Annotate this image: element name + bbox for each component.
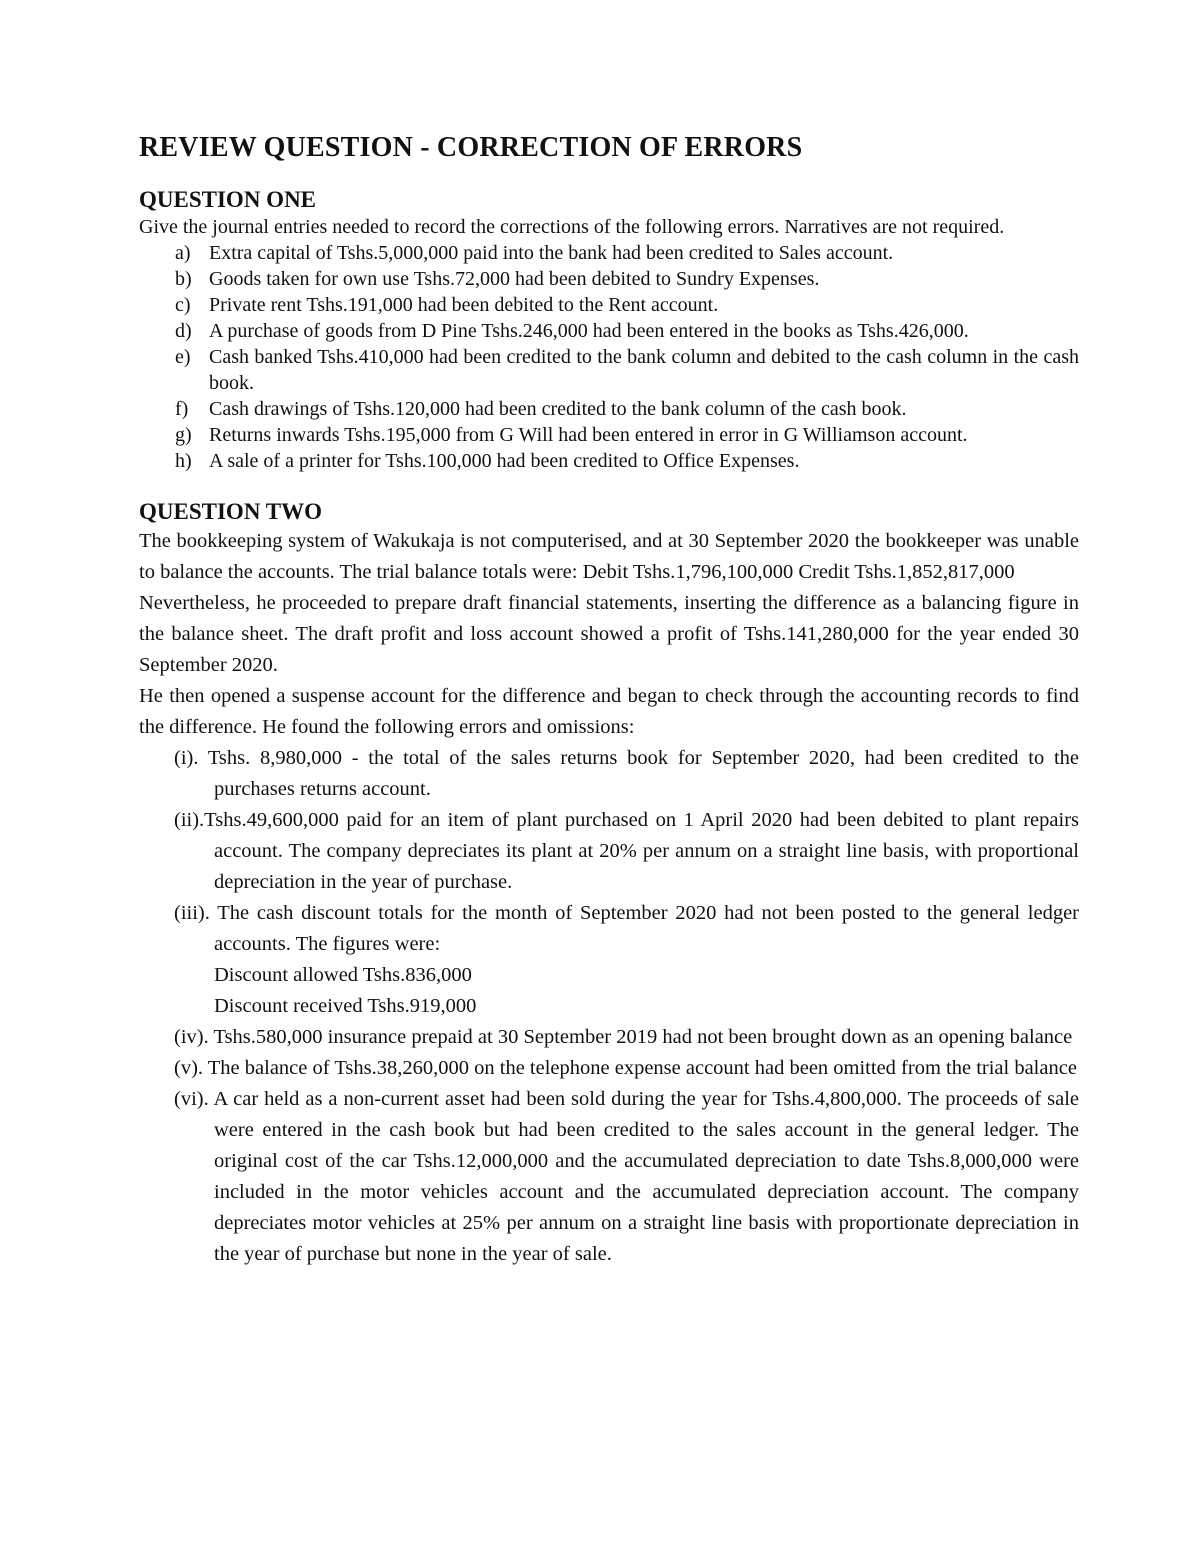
item-marker: e) [175,346,191,368]
item-text: (iii). The cash discount totals for the month of September 2020 had not been posted to the general ledger accounts. The figures were: [174,902,1079,955]
list-item [139,898,1079,1022]
question-two-paragraph: He then opened a suspense account for the difference and began to check through the accounting records to find the difference. He found the following errors and omissions: [139,685,1079,738]
item-text: (vi). A car held as a non-current asset had been sold during the year for Tshs.4,800,000. The proceeds of sale were entered in the cash book but had been credited to the sales account in the general ledger. The original cost of the car Tshs.12,000,000 and the accumulated depreciation to date Tshs.8,000,000 were included in the motor vehicles account and the accumulated depreciation account. The company depreciates motor vehicles at 25% per annum on a straight line basis with proportionate depreciation in the year of purchase but none in the year of sale. [174,1088,1079,1265]
document-page [139,132,1079,1270]
question-two-section [139,498,1079,1270]
list-item [139,240,1079,266]
question-two-paragraph: Nevertheless, he proceeded to prepare draft financial statements, inserting the difference as a balancing figure in the balance sheet. The draft profit and loss account showed a profit of Tshs.141,280,000 for the year ended 30 September 2020. [139,592,1079,676]
list-item [139,396,1079,422]
question-one-heading: QUESTION ONE [139,187,317,212]
question-two-heading: QUESTION TWO [139,499,322,524]
item-marker: f) [175,398,189,420]
question-two-paragraph: The bookkeeping system of Wakukaja is not computerised, and at 30 September 2020 the bookkeeper was unable to balance the accounts. The trial balance totals were: Debit Tshs.1,796,100,000 Credit Tshs.1,852,817,000 [139,530,1079,583]
item-marker: h) [175,450,192,472]
list-item [139,743,1079,805]
item-text: Extra capital of Tshs.5,000,000 paid into the bank had been credited to Sales account. [209,242,894,264]
item-text: (i). Tshs. 8,980,000 - the total of the sales returns book for September 2020, had been credited to the purchases returns account. [174,747,1079,800]
item-text: (v). The balance of Tshs.38,260,000 on the telephone expense account had been omitted from the trial balance [174,1057,1077,1079]
item-text: Private rent Tshs.191,000 had been debited to the Rent account. [209,294,719,316]
list-item [139,266,1079,292]
errors-list [139,743,1079,1270]
list-item [139,344,1079,396]
list-item [139,292,1079,318]
item-marker: b) [175,268,192,290]
item-text: (ii).Tshs.49,600,000 paid for an item of plant purchased on 1 April 2020 had been debited to plant repairs account. The company depreciates its plant at 20% per annum on a straight line basis, with proportional depreciation in the year of purchase. [174,809,1079,893]
item-text: A purchase of goods from D Pine Tshs.246,000 had been entered in the books as Tshs.426,000. [209,320,969,342]
item-text: Returns inwards Tshs.195,000 from G Will had been entered in error in G Williamson account. [209,424,968,446]
discount-allowed-line: Discount allowed Tshs.836,000 [214,964,472,986]
discount-received-line: Discount received Tshs.919,000 [214,995,477,1017]
list-item [139,1053,1079,1084]
item-marker: g) [175,424,192,446]
item-text: Goods taken for own use Tshs.72,000 had been debited to Sundry Expenses. [209,268,820,290]
item-text: A sale of a printer for Tshs.100,000 had been credited to Office Expenses. [209,450,800,472]
list-item [139,318,1079,344]
item-marker: d) [175,320,192,342]
item-text: (iv). Tshs.580,000 insurance prepaid at 30 September 2019 had not been brought down as an opening balance [174,1026,1073,1048]
item-text: Cash drawings of Tshs.120,000 had been credited to the bank column of the cash book. [209,398,907,420]
item-marker: c) [175,294,191,316]
list-item [139,422,1079,448]
document-title: REVIEW QUESTION - CORRECTION OF ERRORS [139,132,803,163]
list-item [139,448,1079,474]
question-one-list [139,240,1079,474]
question-one-intro: Give the journal entries needed to record the corrections of the following errors. Narratives are not required. [139,216,1005,238]
list-item [139,1022,1079,1053]
list-item [139,1084,1079,1270]
item-marker: a) [175,242,191,264]
item-text: Cash banked Tshs.410,000 had been credited to the bank column and debited to the cash column in the cash book. [209,346,1079,394]
question-one-section [139,186,1079,474]
list-item [139,805,1079,898]
